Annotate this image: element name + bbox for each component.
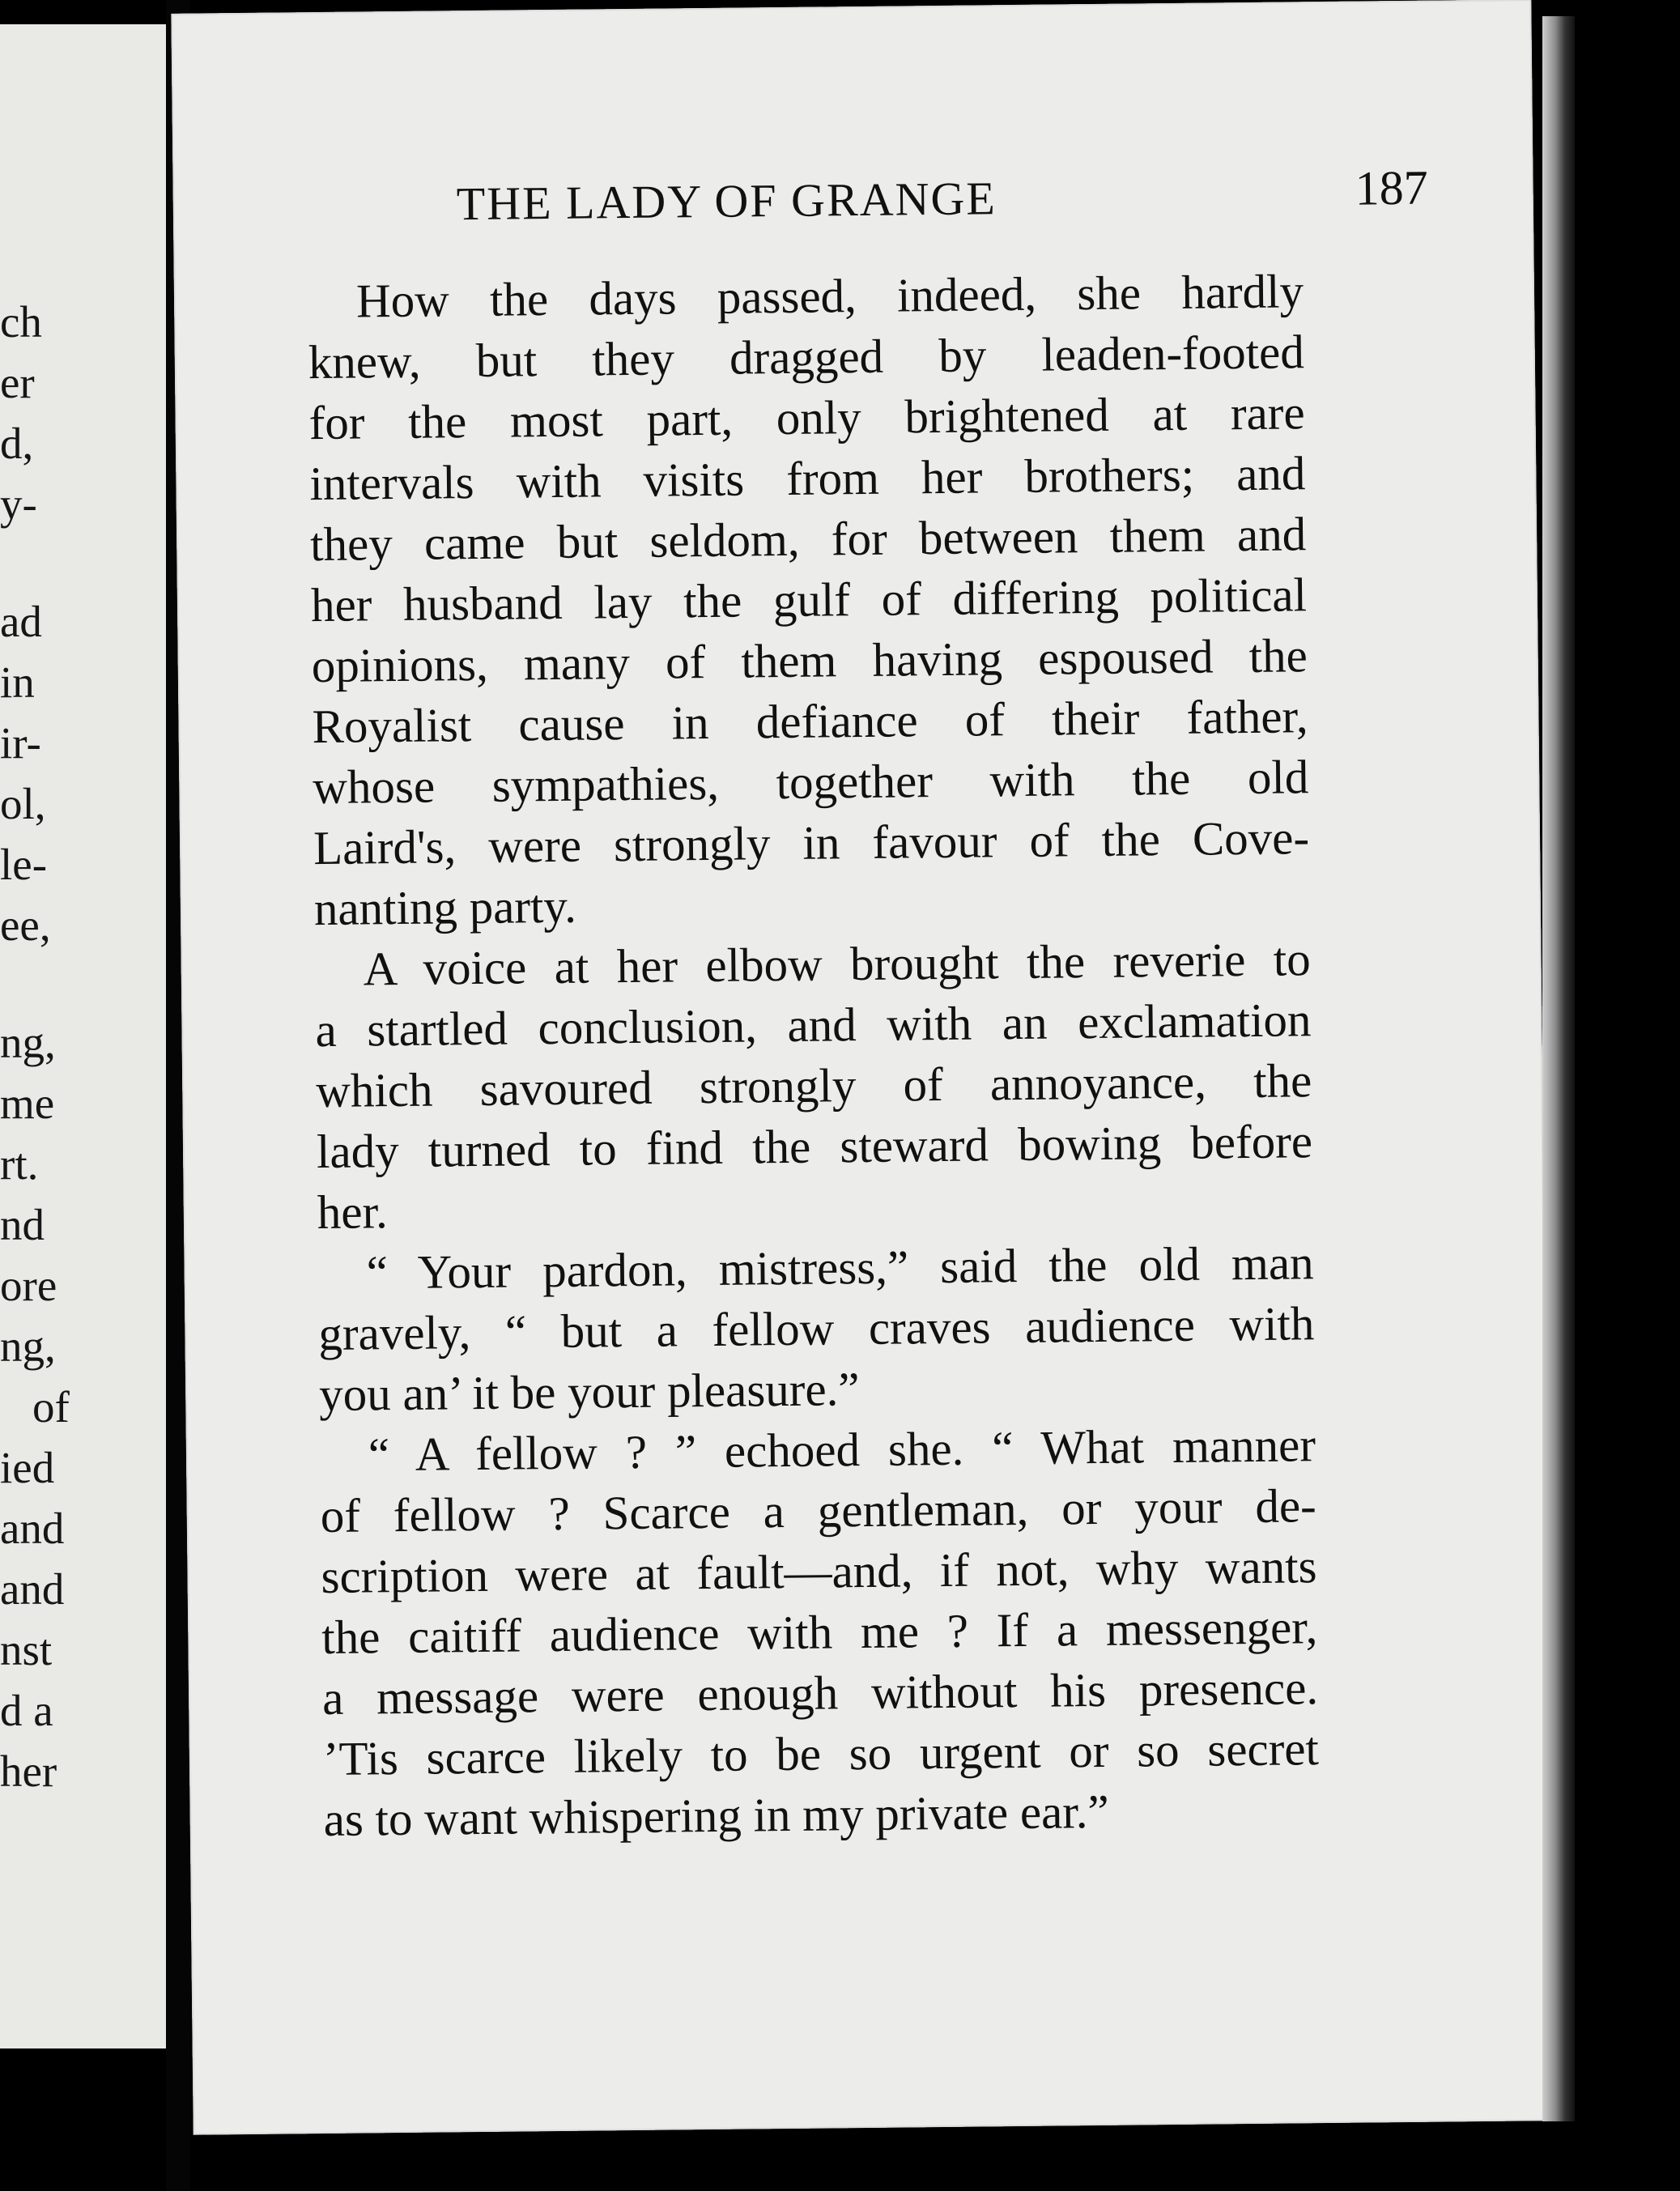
- facing-page-strip: [0, 24, 171, 2048]
- book-page: [171, 0, 1553, 2135]
- text-line: Royalist cause in defiance of their father,: [312, 689, 1308, 754]
- text-line: gravely, “ but a fellow craves audience with: [318, 1296, 1315, 1361]
- facing-page-fragment: and: [0, 1564, 65, 1614]
- facing-page-fragment: me: [0, 1078, 55, 1128]
- facing-page-fragment: ir-: [0, 718, 41, 768]
- facing-page-fragment: d,: [0, 419, 34, 468]
- facing-page-fragment: ch: [0, 297, 42, 347]
- facing-page-fragment: nst: [0, 1625, 53, 1674]
- facing-page-fragment: nd: [0, 1200, 45, 1249]
- text-line: scription were at fault—and, if not, why wants: [321, 1539, 1317, 1604]
- text-line: of fellow ? Scarce a gentleman, or your de-: [320, 1478, 1317, 1543]
- facing-page-fragment: rt.: [0, 1139, 39, 1189]
- text-line: Laird's, were strongly in favour of the Cove-: [313, 810, 1310, 875]
- body-text: [308, 261, 1320, 1850]
- facing-page-fragment: ng,: [0, 1321, 56, 1371]
- facing-page-fragment: in: [0, 657, 35, 707]
- facing-page-fragment: y-: [0, 479, 37, 529]
- text-line: nanting party.: [313, 879, 577, 936]
- text-line: the caitiff audience with me ? If a messenger,: [321, 1600, 1318, 1665]
- text-line: her husband lay the gulf of differing political: [310, 568, 1308, 632]
- text-line: whose sympathies, together with the old: [312, 750, 1309, 815]
- text-line: ’Tis scarce likely to be so urgent or so secret: [322, 1721, 1320, 1786]
- text-line: a message were enough without his presence.: [321, 1661, 1319, 1725]
- facing-page-fragment: ied: [0, 1443, 55, 1492]
- facing-page-fragment: ad: [0, 597, 42, 646]
- text-line: “ A fellow ? ” echoed she. “ What manner: [368, 1418, 1316, 1482]
- facing-page-fragment: ol,: [0, 779, 46, 828]
- text-line: “ Your pardon, mistress,” said the old man: [366, 1236, 1314, 1300]
- facing-page-fragment: of: [32, 1382, 70, 1432]
- text-line: you an’ it be your pleasure.”: [318, 1362, 860, 1422]
- text-line: intervals with visits from her brothers; and: [309, 446, 1306, 511]
- text-line: for the most part, only brightened at rare: [308, 385, 1305, 450]
- text-line: her.: [317, 1185, 389, 1240]
- book-fore-edge: [1542, 16, 1575, 2121]
- text-line: opinions, many of them having espoused the: [311, 628, 1308, 693]
- running-title: THE LADY OF GRANGE: [456, 172, 997, 231]
- facing-page-fragment: er: [0, 358, 35, 407]
- text-line: lady turned to find the steward bowing before: [316, 1114, 1313, 1179]
- text-line: A voice at her elbow brought the reverie to: [363, 932, 1311, 996]
- text-line: a startled conclusion, and with an exclamation: [315, 993, 1312, 1057]
- facing-page-fragment: ore: [0, 1261, 57, 1310]
- facing-page-fragment: d a: [0, 1686, 53, 1735]
- text-line: knew, but they dragged by leaden-footed: [308, 325, 1305, 389]
- facing-page-fragment: le-: [0, 840, 48, 889]
- running-head: [456, 160, 1429, 242]
- facing-page-fragment: ng,: [0, 1018, 56, 1067]
- text-line: as to want whispering in my private ear.”: [323, 1784, 1109, 1847]
- page-number: 187: [1355, 160, 1429, 215]
- facing-page-fragment: and: [0, 1504, 65, 1553]
- text-line: which savoured strongly of annoyance, the: [315, 1053, 1312, 1118]
- facing-page-fragment: her: [0, 1746, 57, 1796]
- text-line: How the days passed, indeed, she hardly: [355, 264, 1304, 328]
- text-line: they came but seldom, for between them and: [309, 507, 1307, 572]
- facing-page-fragment: ee,: [0, 900, 51, 950]
